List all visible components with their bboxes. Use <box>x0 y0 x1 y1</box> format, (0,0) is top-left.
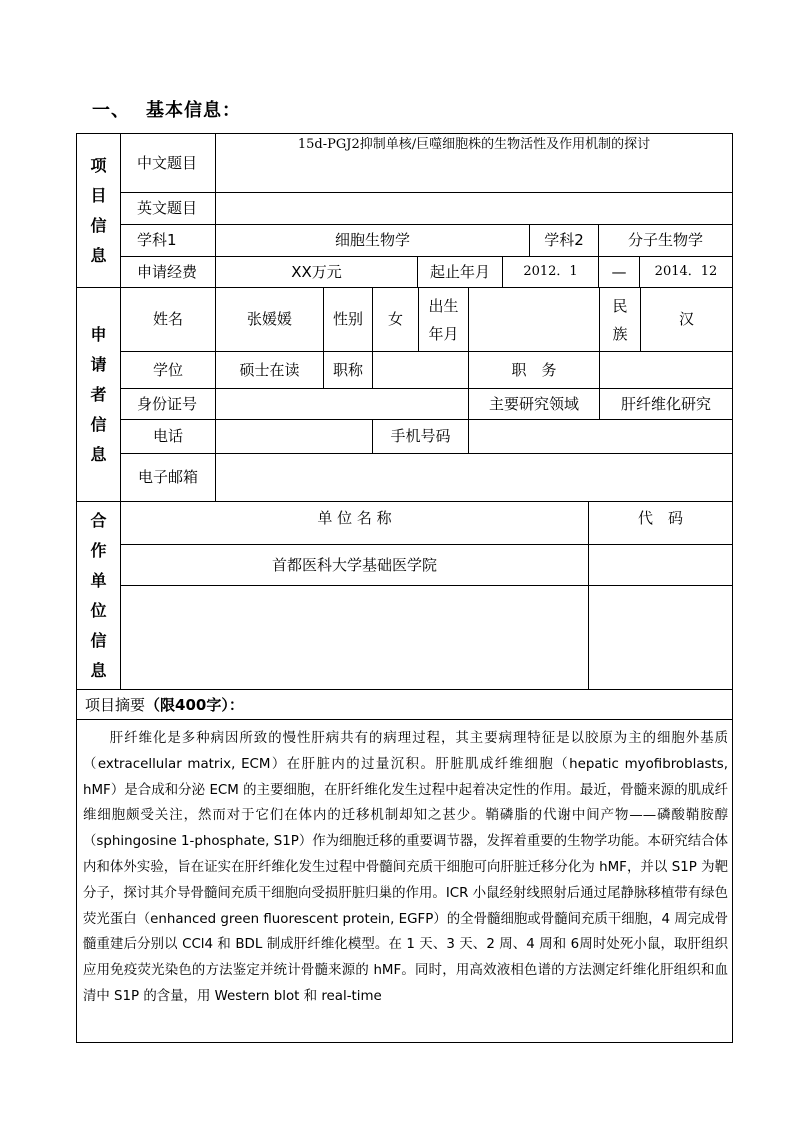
title-label: 职称 <box>323 351 373 389</box>
cn-title-value[interactable]: 15d-PGJ2抑制单核/巨噬细胞株的生物活性及作用机制的探讨 <box>215 133 733 193</box>
name-value[interactable]: 张媛媛 <box>215 287 324 352</box>
subject2-label: 学科2 <box>529 224 599 257</box>
subject1-value[interactable]: 细胞生物学 <box>215 224 530 257</box>
phone-label: 电话 <box>120 419 216 454</box>
period-dash: — <box>598 256 640 288</box>
code-header: 代 码 <box>588 501 733 545</box>
email-label: 电子邮箱 <box>120 453 216 502</box>
field-label: 主要研究领域 <box>468 388 600 420</box>
ethnicity-label: 民 族 <box>599 287 641 352</box>
funding-label: 申请经费 <box>120 256 216 288</box>
start-date[interactable]: 2012．1 <box>502 256 599 288</box>
gender-value[interactable]: 女 <box>372 287 419 352</box>
unit-name-cell[interactable] <box>120 585 589 690</box>
ethnicity-value[interactable]: 汉 <box>640 287 733 352</box>
cooperation-info-label: 合 作 单 位 信 息 <box>76 501 121 690</box>
email-value[interactable] <box>215 453 733 502</box>
subject2-value[interactable]: 分子生物学 <box>598 224 733 257</box>
en-title-value[interactable] <box>215 192 733 225</box>
code-cell[interactable] <box>588 544 733 586</box>
section-title: 基本信息： <box>146 100 241 121</box>
subject1-label: 学科1 <box>120 224 216 257</box>
section-number: 一、 <box>92 100 130 121</box>
gender-label: 性别 <box>323 287 373 352</box>
mobile-label: 手机号码 <box>372 419 469 454</box>
phone-value[interactable] <box>215 419 373 454</box>
period-label: 起止年月 <box>417 256 503 288</box>
name-label: 姓名 <box>120 287 216 352</box>
position-value[interactable] <box>599 351 733 389</box>
id-value[interactable] <box>215 388 469 420</box>
applicant-info-label: 申 请 者 信 息 <box>76 287 121 502</box>
summary-limit: （限400字）： <box>145 696 244 714</box>
birth-value[interactable] <box>468 287 600 352</box>
summary-title <box>76 689 733 720</box>
degree-value[interactable]: 硕士在读 <box>215 351 324 389</box>
unit-name-cell[interactable]: 首都医科大学基础医学院 <box>120 544 589 586</box>
summary-title-text: 项目摘要 <box>85 696 146 714</box>
funding-value[interactable]: XX万元 <box>215 256 418 288</box>
en-title-label: 英文题目 <box>120 192 216 225</box>
id-label: 身份证号 <box>120 388 216 420</box>
end-date[interactable]: 2014．12 <box>639 256 733 288</box>
degree-label: 学位 <box>120 351 216 389</box>
section-heading <box>92 96 241 122</box>
code-cell[interactable] <box>588 585 733 690</box>
title-value[interactable] <box>372 351 469 389</box>
summary-text: 肝纤维化是多种病因所致的慢性肝病共有的病理过程，其主要病理特征是以胶原为主的细胞外基质（extracellular matrix, ECM）在肝脏内的过量沉积。肝脏肌成纤维细胞（hepatic myofibroblasts, hMF）是合成和分泌 ECM 的主要细胞，在肝纤维化发生过程中起着决定性的作用。最近，骨髓来源的肌成纤维细胞颇受关注，然而对于它们在体内的迁移机制却知之甚少。鞘磷脂的代谢中间产物——磷酸鞘胺醇（sphingosine 1-phosphate, S1P）作为细胞迁移的重要调节器，发挥着重要的生物学功能。本研究结合体内和体外实验，旨在证实在肝纤维化发生过程中骨髓间充质干细胞可向肝脏迁移分化为 hMF，并以 S1P 为靶分子，探讨其介导骨髓间充质干细胞向受损肝脏归巢的作用。ICR 小鼠经射线照射后通过尾静脉移植带有绿色荧光蛋白（enhanced green fluorescent protein, EGFP）的全骨髓细胞或骨髓间充质干细胞，4 周完成骨髓重建后分别以 CCl4 和 BDL 制成肝纤维化模型。在 1 天、3 天、2 周、4 周和 6周时处死小鼠，取肝组织应用免疫荧光染色的方法鉴定并统计骨髓来源的 hMF。同时，用高效液相色谱的方法测定纤维化肝组织和血清中 S1P 的含量，用 Western blot 和 real-time <box>83 731 728 1004</box>
mobile-value[interactable] <box>468 419 733 454</box>
unit-name-header: 单 位 名 称 <box>120 501 589 545</box>
project-info-label: 项 目 信 息 <box>76 133 121 288</box>
field-value[interactable]: 肝纤维化研究 <box>599 388 733 420</box>
birth-label: 出生 年月 <box>418 287 469 352</box>
position-label: 职 务 <box>468 351 600 389</box>
summary-body[interactable] <box>76 719 733 1043</box>
cn-title-label: 中文题目 <box>120 133 216 193</box>
